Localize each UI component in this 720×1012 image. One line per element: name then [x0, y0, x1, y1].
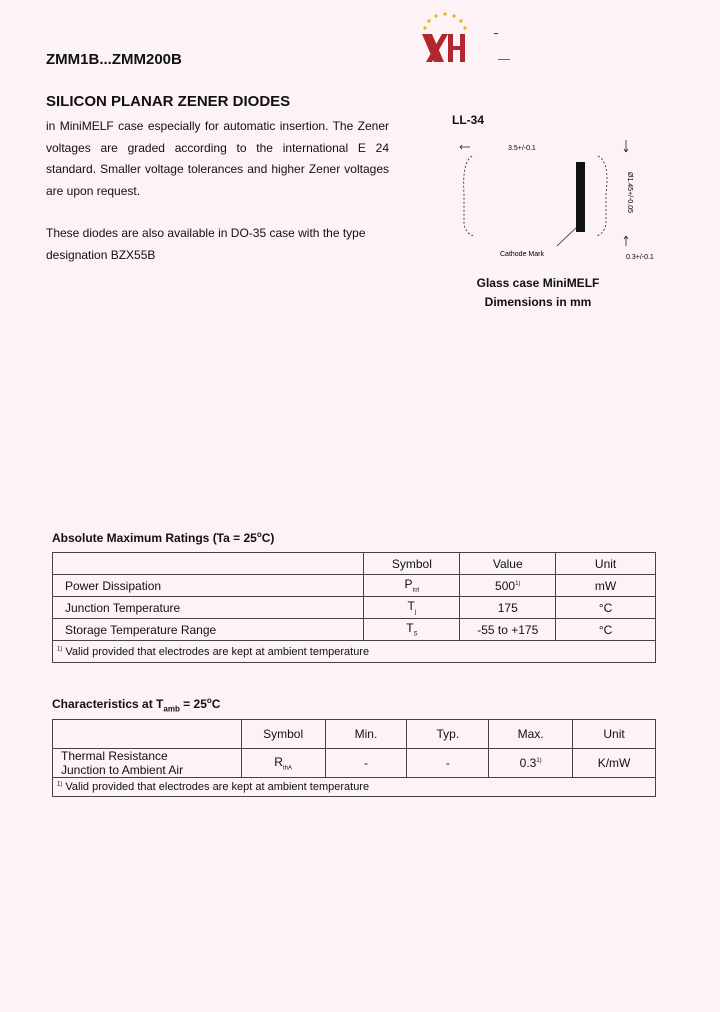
part-number-range: ZMM1B...ZMM200B	[46, 51, 182, 68]
left-end-cap	[464, 156, 474, 236]
diameter-dim-label: Ø1.45+/-0.05	[626, 172, 633, 214]
table-row	[53, 749, 656, 778]
table-row	[53, 619, 656, 641]
unit-cell: °C	[556, 619, 656, 641]
cathode-mark-label: Cathode Mark	[500, 251, 544, 258]
param-label: Storage Temperature Range	[53, 619, 364, 641]
value-cell: -55 to +175	[460, 619, 556, 641]
length-dim-label: 3.5+/-0.1	[508, 145, 536, 152]
param-label: Thermal Resistance Junction to Ambient Air	[53, 749, 242, 778]
abs-max-table	[52, 552, 656, 663]
header-unit: Unit	[556, 553, 656, 575]
package-name: LL-34	[452, 113, 485, 127]
unit-cell: mW	[556, 575, 656, 597]
header-symbol: Symbol	[364, 553, 460, 575]
cap-dim-label: 0.3+/-0.1	[626, 254, 654, 261]
param-label: Junction Temperature	[53, 597, 364, 619]
abs-max-title: Absolute Maximum Ratings $(Ta = 25^oC)$	[52, 530, 275, 545]
header-typ: Typ.	[407, 720, 489, 749]
min-cell: -	[325, 749, 407, 778]
package-dimension-diagram	[440, 136, 670, 266]
symbol-cell: $P_{tot}$	[364, 575, 460, 597]
characteristics-table	[52, 719, 656, 797]
availability-paragraph: These diodes are also available in DO-35 case with the type designation BZX55B	[46, 226, 366, 262]
header-symbol: Symbol	[241, 720, 325, 749]
footnote-row	[53, 641, 656, 663]
symbol-cell: $T_S$	[364, 619, 460, 641]
table-header-row	[53, 720, 656, 749]
header-value: Value	[460, 553, 556, 575]
value-cell: 500$^{1)}$	[460, 575, 556, 597]
characteristics-title: Characteristics at $T_{amb} = 25^oC$	[52, 696, 221, 714]
symbol-cell: $R_{thA}$	[241, 749, 325, 778]
package-caption: Glass case MiniMELF	[476, 276, 600, 290]
unit-cell: °C	[556, 597, 656, 619]
footnote: $^{1)}$ Valid provided that electrodes are kept at ambient temperature	[53, 778, 656, 797]
table-header-row	[53, 553, 656, 575]
document-title: SILICON PLANAR ZENER DIODES	[46, 93, 291, 110]
cathode-band	[576, 162, 585, 232]
unit-cell: K/mW	[573, 749, 656, 778]
param-label: Power Dissipation	[53, 575, 364, 597]
dimensions-caption: Dimensions in mm	[484, 295, 592, 309]
footnote-row	[53, 778, 656, 797]
footnote: $^{1)}$ Valid provided that electrodes are kept at ambient temperature	[53, 641, 656, 663]
right-end-cap	[596, 156, 607, 236]
max-cell: 0.3$^{1)}$	[489, 749, 573, 778]
description-paragraph: in MiniMELF case especially for automatic insertion. The Zener voltages are graded according to the international E 24 standard. Smaller voltage tolerances and higher Zener voltages are upon request.	[46, 119, 389, 198]
header-unit: Unit	[573, 720, 656, 749]
logo-mark-dash	[494, 33, 498, 34]
logo-mark-line	[498, 59, 510, 60]
table-row	[53, 575, 656, 597]
header-max: Max.	[489, 720, 573, 749]
header-min: Min.	[325, 720, 407, 749]
typ-cell: -	[407, 749, 489, 778]
symbol-cell: $T_j$	[364, 597, 460, 619]
table-row	[53, 597, 656, 619]
company-logo	[418, 10, 472, 66]
value-cell: 175	[460, 597, 556, 619]
